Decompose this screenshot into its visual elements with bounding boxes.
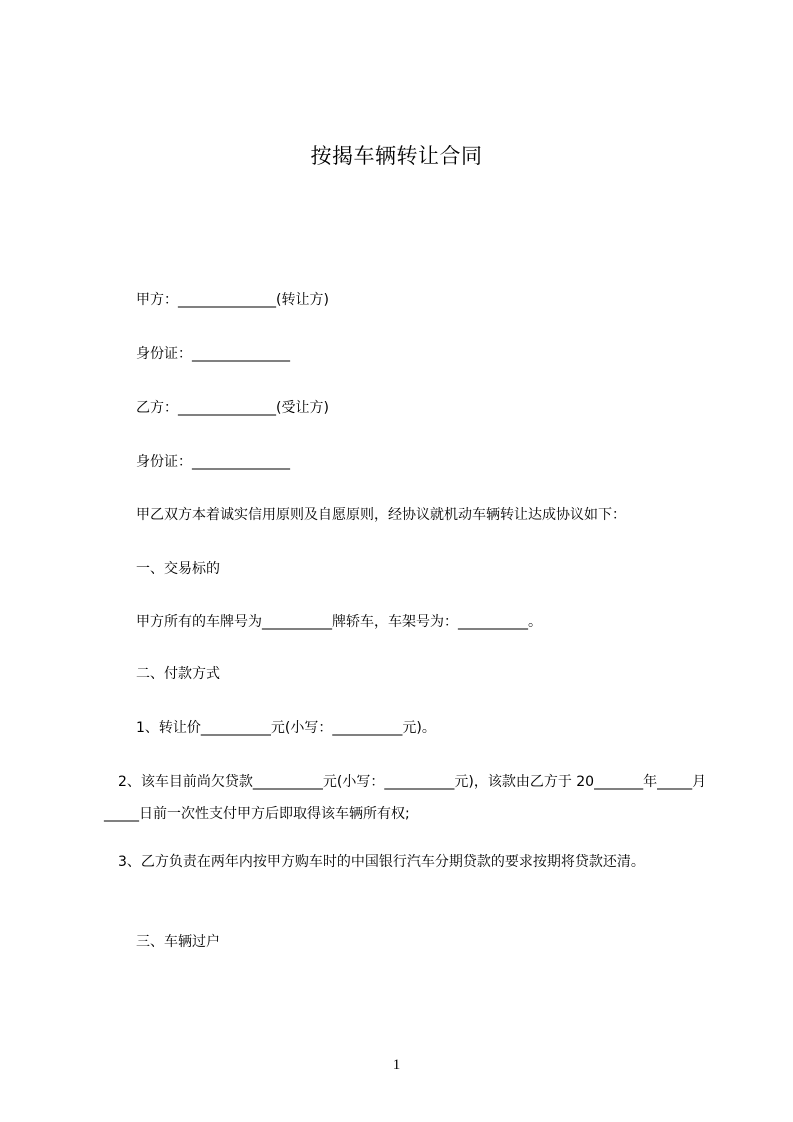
party-b-line: 乙方：______________(受让方) bbox=[136, 400, 329, 416]
agreement-intro: 甲乙双方本着诚实信用原则及自愿原则，经协议就机动车辆转让达成协议如下： bbox=[136, 507, 626, 523]
page-number: 1 bbox=[392, 1057, 401, 1073]
document-title: 按揭车辆转让合同 bbox=[310, 144, 483, 168]
section-heading-payment: 二、付款方式 bbox=[136, 666, 220, 682]
party-b-id-line: 身份证：______________ bbox=[136, 454, 290, 470]
party-a-id-line: 身份证：______________ bbox=[136, 346, 290, 362]
section-heading-transaction: 一、交易标的 bbox=[136, 561, 220, 577]
payment-clause-3-text: 3、乙方负责在两年内按甲方购车时的中国银行汽车分期贷款的要求按期将贷款还清。 bbox=[104, 854, 645, 870]
payment-clause-2-text: 2、该车目前尚欠贷款__________元(小写：__________元)，该款由乙方于 20_______年_____月_____日前一次性支付甲方后即取得该车辆所有权; bbox=[104, 774, 707, 822]
transaction-subject-text: 甲方所有的车牌号为__________牌轿车，车架号为：__________。 bbox=[136, 614, 542, 630]
payment-clause-3 bbox=[104, 846, 714, 878]
party-a-line: 甲方：______________(转让方) bbox=[136, 292, 329, 308]
payment-clause-1: 1、转让价__________元(小写：__________元)。 bbox=[136, 720, 436, 736]
section-heading-transfer: 三、车辆过户 bbox=[136, 934, 220, 950]
payment-clause-2 bbox=[104, 766, 714, 830]
